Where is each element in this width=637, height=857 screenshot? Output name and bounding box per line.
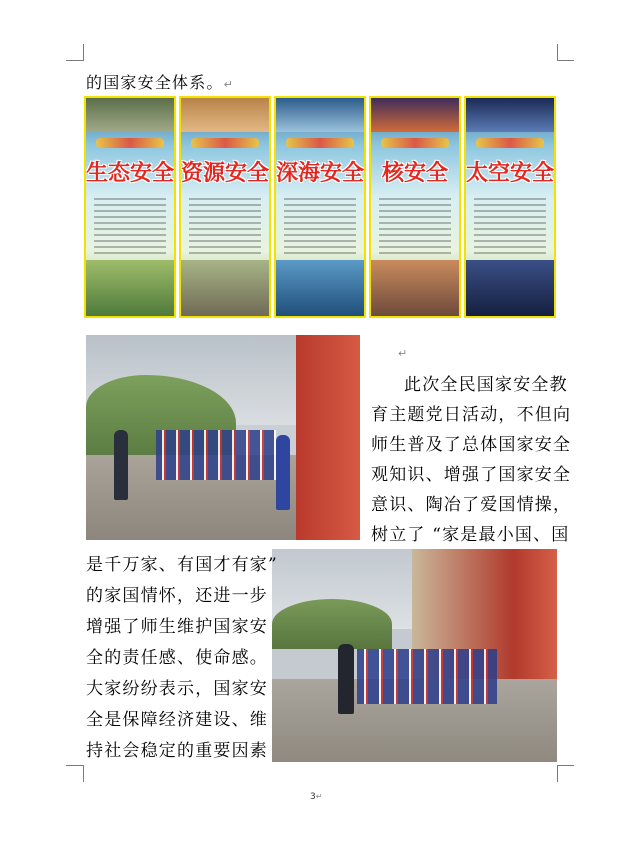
activity-photo-2 <box>272 549 557 762</box>
page-number-value: 3 <box>310 792 316 802</box>
crop-mark-bottom-right <box>557 765 558 782</box>
poster-body-text <box>284 198 356 258</box>
paragraph-line: 大家纷纷表示，国家安 <box>86 679 268 699</box>
poster-logo <box>191 138 259 148</box>
poster-body-text <box>474 198 546 258</box>
crop-mark-bottom-right <box>557 765 574 766</box>
paragraph-mark-line <box>398 342 408 361</box>
paragraph-line: 全是保障经济建设、维 <box>86 710 268 730</box>
poster-body-text <box>189 198 261 258</box>
photo-students-group <box>156 430 276 480</box>
poster-title: 核安全 <box>381 161 448 186</box>
photo-students-group <box>357 649 497 704</box>
paragraph-line: 树立了 “家是最小国、国 <box>371 525 570 545</box>
poster-top-photo <box>276 98 364 132</box>
poster-bottom-photo <box>466 260 554 316</box>
poster-bottom-photo <box>86 260 174 316</box>
poster-deep-sea-security <box>274 96 366 318</box>
photo-teacher-figure <box>338 644 354 714</box>
photo-trees <box>272 599 392 649</box>
paragraph-line: 全的责任感、使命感。 <box>86 648 268 668</box>
poster-logo <box>286 138 354 148</box>
paragraph-mark-icon: ↵ <box>398 347 409 360</box>
crop-mark-top-left <box>83 44 84 61</box>
paragraph-line: 的家国情怀，还进一步 <box>86 586 268 606</box>
poster-title: 太空安全 <box>466 161 555 186</box>
paragraph-line: 是千万家、有国才有家” <box>86 555 278 575</box>
text-line <box>86 70 234 93</box>
paragraph-line: 持社会稳定的重要因素 <box>86 741 268 761</box>
poster-resource-security <box>179 96 271 318</box>
poster-ecological-security <box>84 96 176 318</box>
poster-title: 深海安全 <box>276 161 365 186</box>
poster-top-photo <box>86 98 174 132</box>
poster-bottom-photo <box>371 260 459 316</box>
poster-body-text <box>94 198 166 258</box>
paragraph-mark-icon: ↵ <box>223 78 235 91</box>
poster-space-security <box>464 96 556 318</box>
paragraph-line: 意识、陶冶了爱国情操， <box>371 495 572 515</box>
photo-teacher-figure <box>114 430 128 500</box>
text-line-content: 的国家安全体系。 <box>86 73 224 92</box>
poster-top-photo <box>371 98 459 132</box>
page-number <box>310 792 322 802</box>
crop-mark-top-right <box>557 60 574 61</box>
crop-mark-bottom-left <box>66 765 83 766</box>
paragraph-line: 观知识、增强了国家安全 <box>371 465 572 485</box>
poster-nuclear-security <box>369 96 461 318</box>
poster-logo <box>476 138 544 148</box>
paragraph-line: 此次全民国家安全教 <box>404 375 568 395</box>
crop-mark-top-left <box>66 60 83 61</box>
poster-top-photo <box>466 98 554 132</box>
activity-photo-1 <box>86 335 360 540</box>
paragraph-line: 增强了师生维护国家安 <box>86 617 268 637</box>
poster-logo <box>381 138 449 148</box>
paragraph-line: 师生普及了总体国家安全 <box>371 435 572 455</box>
paragraph-line: 育主题党日活动，不但向 <box>371 405 572 425</box>
poster-logo <box>96 138 164 148</box>
poster-title: 资源安全 <box>181 161 270 186</box>
poster-bottom-photo <box>181 260 269 316</box>
crop-mark-bottom-left <box>83 765 84 782</box>
poster-strip-image <box>84 96 556 318</box>
poster-top-photo <box>181 98 269 132</box>
paragraph-mark-icon: ↵ <box>315 792 323 801</box>
poster-title: 生态安全 <box>86 161 175 186</box>
crop-mark-top-right <box>557 44 558 61</box>
photo-building <box>296 335 360 540</box>
poster-body-text <box>379 198 451 258</box>
poster-bottom-photo <box>276 260 364 316</box>
photo-teacher-figure <box>276 435 290 510</box>
